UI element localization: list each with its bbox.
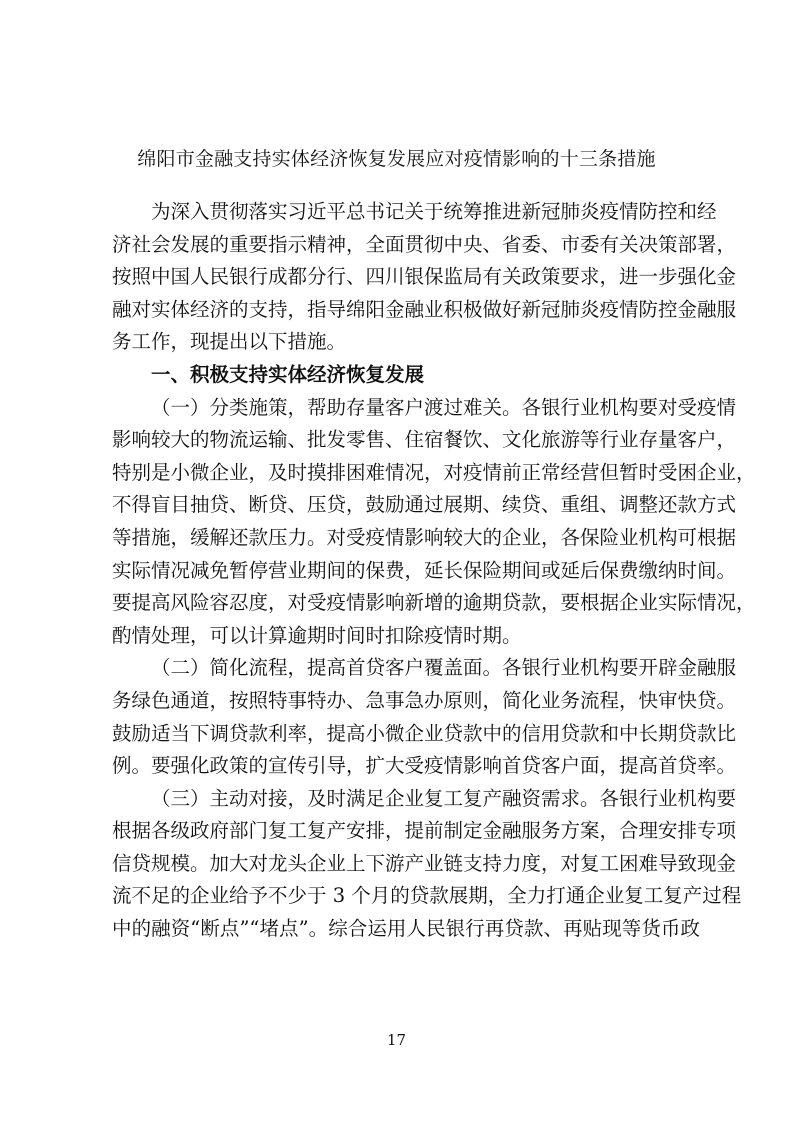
paragraph-line: 不得盲目抽贷、断贷、压贷，鼓励通过展期、续贷、重组、调整还款方式 <box>112 493 737 517</box>
paragraph-line: 特别是小微企业，及时摸排困难情况，对疫情前正常经营但暂时受困企业， <box>112 460 756 484</box>
document-body <box>112 196 756 946</box>
paragraph-line: 酌情处理，可以计算逾期时间时扣除疫情时期。 <box>112 623 522 647</box>
paragraph-line: （三）主动对接，及时满足企业复工复产融资需求。各银行业机构要 <box>151 786 737 810</box>
section-heading: 一、积极支持实体经济恢复发展 <box>151 362 425 386</box>
paragraph-line: 要提高风险容忍度，对受疫情影响新增的逾期贷款，要根据企业实际情况， <box>112 591 756 615</box>
paragraph-line: 实际情况减免暂停营业期间的保费，延长保险期间或延后保费缴纳时间。 <box>112 558 737 582</box>
paragraph-line: 务绿色通道，按照特事特办、急事急办原则，简化业务流程，快审快贷。 <box>112 688 737 712</box>
paragraph-line: 等措施，缓解还款压力。对受疫情影响较大的企业，各保险业机构可根据 <box>112 525 737 549</box>
paragraph-line: 例。要强化政策的宣传引导，扩大受疫情影响首贷客户面，提高首贷率。 <box>112 754 737 778</box>
paragraph-line: 流不足的企业给予不少于 3 个月的贷款展期，全力打通企业复工复产过程 <box>112 884 742 908</box>
paragraph-line: 济社会发展的重要指示精神，全面贯彻中央、省委、市委有关决策部署， <box>112 232 737 256</box>
paragraph-line: 融对实体经济的支持，指导绵阳金融业积极做好新冠肺炎疫情防控金融服 <box>112 297 737 321</box>
paragraph-line: （二）简化流程，提高首贷客户覆盖面。各银行业机构要开辟金融服 <box>151 656 737 680</box>
page-number: 17 <box>386 1031 407 1049</box>
paragraph-line: 为深入贯彻落实习近平总书记关于统筹推进新冠肺炎疫情防控和经 <box>151 200 717 223</box>
paragraph-line: 信贷规模。加大对龙头企业上下游产业链支持力度，对复工困难导致现金 <box>112 851 737 875</box>
paragraph-line: 根据各级政府部门复工复产安排，提前制定金融服务方案，合理安排专项 <box>112 819 737 843</box>
paragraph-line: 按照中国人民银行成都分行、四川银保监局有关政策要求，进一步强化金 <box>112 265 737 289</box>
paragraph-line: 鼓励适当下调贷款利率，提高小微企业贷款中的信用贷款和中长期贷款比 <box>112 721 737 745</box>
paragraph-line: 中的融资“断点”“堵点”。综合运用人民银行再贷款、再贴现等货币政 <box>112 917 700 941</box>
paragraph-line: 影响较大的物流运输、批发零售、住宿餐饮、文化旅游等行业存量客户， <box>112 428 737 452</box>
paragraph-line: 务工作，现提出以下措施。 <box>112 330 347 354</box>
paragraph-line: （一）分类施策，帮助存量客户渡过难关。各银行业机构要对受疫情 <box>151 395 737 419</box>
document-title: 绵阳市金融支持实体经济恢复发展应对疫情影响的十三条措施 <box>137 148 656 170</box>
